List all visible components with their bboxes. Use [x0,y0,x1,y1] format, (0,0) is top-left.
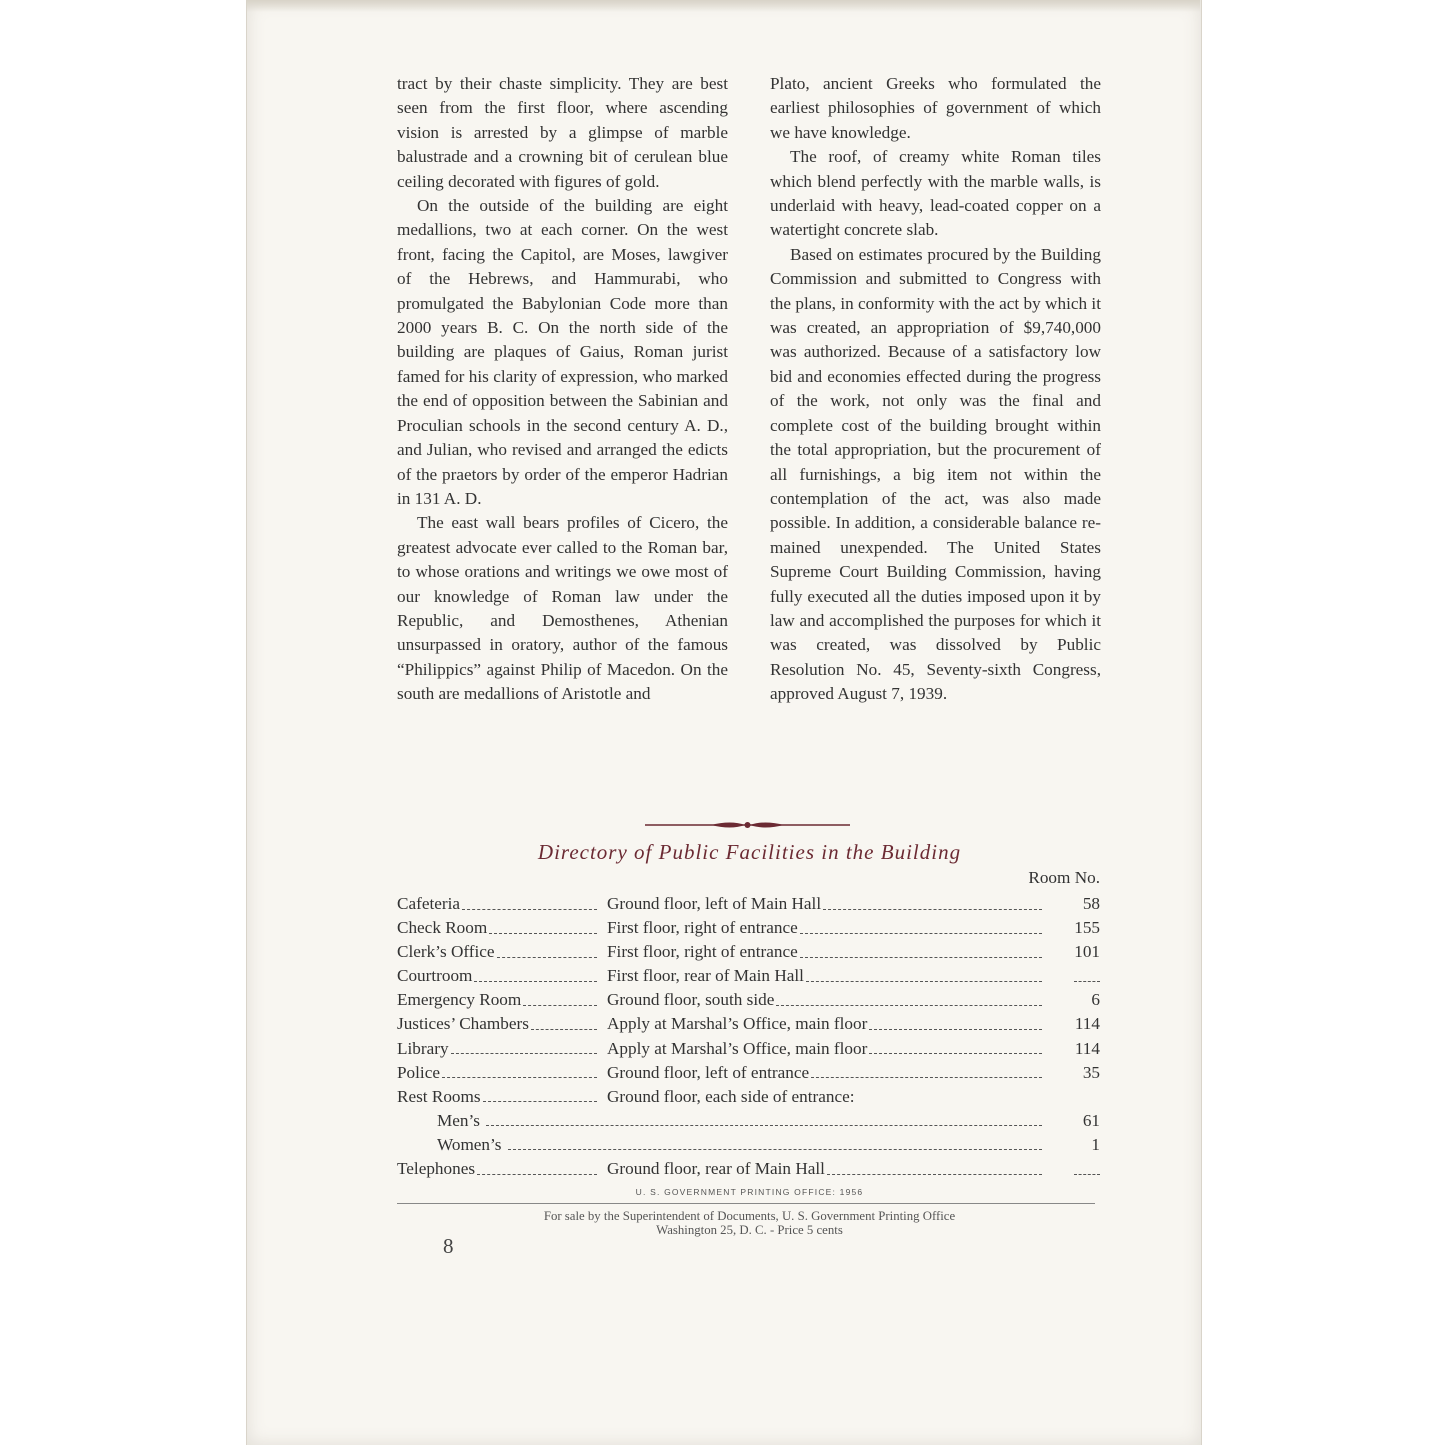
dot-leader [462,909,597,910]
facility-location: First floor, right of entrance [607,942,798,962]
paragraph: tract by their chaste simplicity. They are best seen from the first floor, where ascending vision is arrested by a glimpse of marble balustrade and a crowning bit of cerulean blue ceiling decorated with figures of gold. [397,74,728,191]
directory-row [397,1037,1102,1061]
facility-name: Check Room [397,918,488,938]
room-number: 114 [1074,1038,1100,1058]
directory-row [397,1061,1102,1085]
dot-leader [483,1101,597,1102]
dot-leader [477,1174,597,1175]
directory-row [397,1109,1102,1133]
facility-name: Courtroom [397,966,473,986]
facility-location: Ground floor, left of entrance [607,1062,810,1082]
directory-row [397,1012,1102,1036]
facility-name: Rest Rooms [397,1086,481,1106]
dot-leader [811,1077,1042,1078]
dot-leader [523,1005,597,1006]
directory-title: Directory of Public Facilities in the Building [537,840,962,864]
facility-location: Apply at Marshal’s Office, main floor [607,1038,868,1058]
dot-leader [806,981,1042,982]
room-number-header: Room No. [1028,868,1100,887]
paragraph: Based on estimates procured by the Building Commission and submitted to Congress with the plans, in conformity with the act by which it was created, an appropriation of $9,740,000 was authorized. Because of a satisfactory low bid and economies effected during the progress of the work, not only was the final and complete cost of the building brought within the total appropriation, but the procurement of all furnishings, a big item not within the contemplation of the act, was also made possible. In addition, a considerable balance remained unexpended. The United States Supreme Court Building Commission, having fully executed all the duties imposed upon it by law and accomplished the purposes for which it was created, was dissolved by Public Resolution No. 45, Seventy-sixth Congress, approved August 7, 1939. [770,244,1101,704]
facility-name: Library [397,1038,449,1058]
facility-name: Justices’ Chambers [397,1014,529,1034]
dot-leader [486,1125,1042,1126]
dot-leader [489,933,597,934]
dot-leader [869,1029,1042,1030]
sale-notice [397,1209,1102,1237]
dot-leader [869,1053,1042,1054]
directory-row [397,964,1102,988]
page-edge-wear [246,0,1200,12]
facility-location: Ground floor, left of Main Hall [607,894,822,913]
facility-name: Cafeteria [397,894,460,913]
facility-name: Women’s [437,1134,502,1154]
room-number: 35 [1082,1062,1100,1082]
facility-location: First floor, right of entrance [607,918,798,938]
dot-leader [474,981,597,982]
paragraph: Plato, ancient Greeks who formulated the earliest philosophies of government of which we have knowledge. [770,74,1101,142]
room-number: 61 [1082,1110,1100,1130]
facility-location: First floor, rear of Main Hall [607,966,804,986]
dot-leader [451,1053,597,1054]
facility-name: Telephones [397,1159,476,1179]
dot-leader [800,933,1042,934]
paragraph: On the outside of the building are eight medallions, two at each corner. On the west front, facing the Capitol, are Moses, lawgiver of the Hebrews, and Hammurabi, who promulgated the Babylonian Code more than 2000 years B. C. On the north side of the building are plaques of Gaius, Roman jurist famed for his clarity of expression, who marked the end of opposition between the Sabinian and Proculian schools in the second century A. D., and Julian, who revised and arranged the edicts of the praetors by order of the emperor Hadrian in 131 A. D. [397,196,728,508]
directory-row [397,1085,1102,1109]
room-number-blank [1074,1174,1100,1175]
facility-name: Men’s [437,1110,480,1130]
directory-row [397,1157,1102,1181]
directory-row [397,916,1102,940]
printer-imprint: U. S. GOVERNMENT PRINTING OFFICE: 1956 [635,1187,864,1197]
facility-location: Ground floor, rear of Main Hall [607,1159,825,1179]
directory-row [397,988,1102,1012]
directory-row [397,892,1102,916]
dot-leader [776,1005,1042,1006]
dot-leader [497,957,597,958]
dot-leader [800,957,1042,958]
room-number: 101 [1074,942,1100,962]
facility-name: Police [397,1062,440,1082]
paragraph: The east wall bears profiles of Cicero, the greatest advocate ever called to the Roman bar, to whose orations and writings we owe most of our knowledge of Roman law under the Republic, and Demosthenes, Athenian unsurpassed in oratory, author of the famous “Philippics” against Philip of Macedon. On the south are medallions of Aristotle and [397,513,728,704]
ornament-divider-icon [645,815,850,835]
facility-location: Apply at Marshal’s Office, main floor [607,1014,868,1034]
dot-leader [823,909,1042,910]
sale-notice-line-1: For sale by the Superintendent of Documents, U. S. Government Printing Office [543,1209,956,1223]
facility-name: Clerk’s Office [397,942,495,962]
sale-notice-line-2: Washington 25, D. C. - Price 5 cents [656,1223,843,1237]
directory-row [397,1133,1102,1157]
room-number: 6 [1091,990,1100,1010]
facility-location: Ground floor, each side of entrance: [607,1086,855,1106]
footer-rule [397,1203,1095,1204]
dot-leader [827,1174,1042,1175]
directory-row [397,940,1102,964]
text-column-left [397,72,728,707]
dot-leader [442,1077,597,1078]
page-number: 8 [443,1234,454,1258]
facility-location: Ground floor, south side [607,990,775,1010]
dot-leader [508,1149,1042,1150]
facility-name: Emergency Room [397,990,522,1010]
room-number: 58 [1082,894,1100,913]
paragraph: The roof, of creamy white Roman tiles which blend perfectly with the marble walls, is underlaid with heavy, lead-coated copper on a watertight concrete slab. [770,147,1101,240]
text-column-right [770,72,1101,707]
room-number: 1 [1091,1134,1100,1154]
room-number: 114 [1074,1014,1100,1034]
room-number-blank [1074,981,1100,982]
room-number: 155 [1074,918,1100,938]
directory-table [397,892,1102,1181]
dot-leader [531,1029,597,1030]
